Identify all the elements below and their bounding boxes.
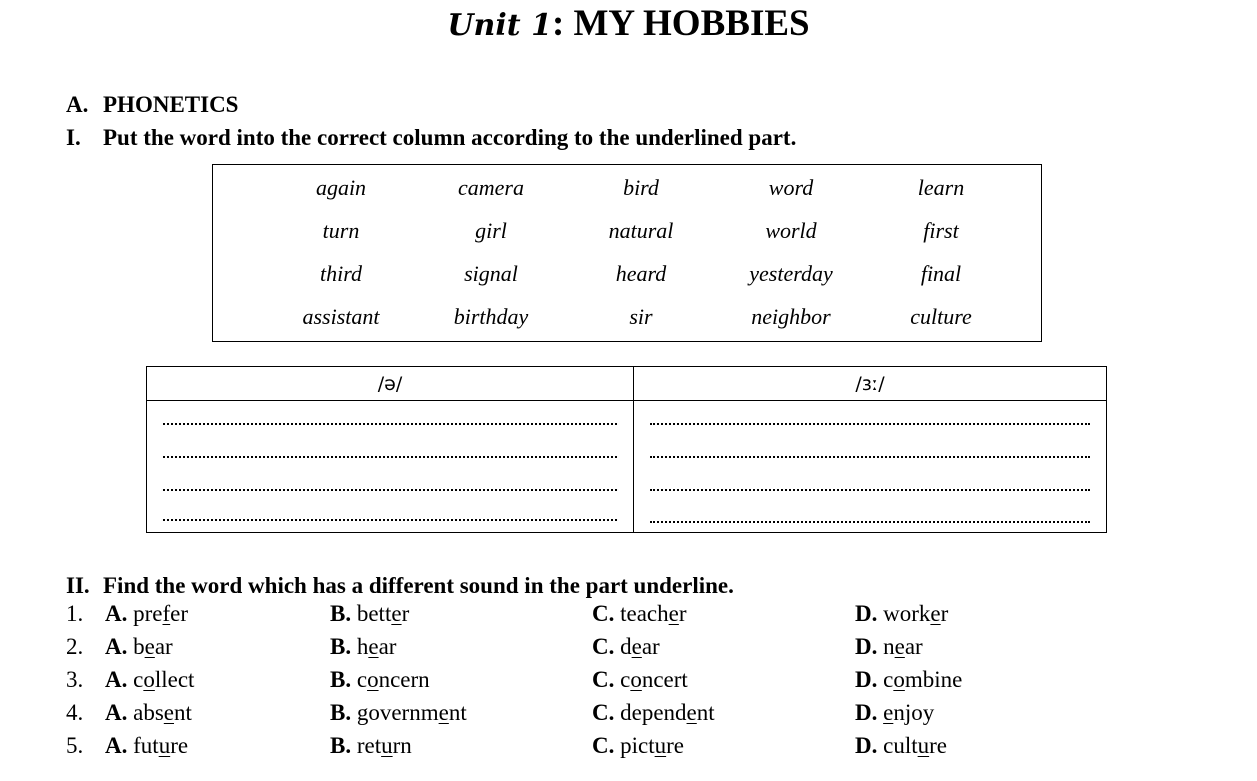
underlined-part: e: [930, 601, 941, 626]
word-item: assistant: [302, 304, 380, 329]
word-item: world: [765, 218, 817, 243]
part-2-num: II.: [66, 573, 90, 598]
underlined-part: u: [381, 733, 393, 758]
answer-option[interactable]: B. concern: [330, 667, 430, 692]
underlined-part: e: [144, 634, 155, 659]
word-item: camera: [458, 175, 524, 200]
option-letter: B.: [330, 700, 357, 725]
word-item: learn: [917, 175, 965, 200]
sound-table: [146, 366, 1107, 533]
answer-option[interactable]: A. collect: [105, 667, 195, 692]
answer-line: [650, 456, 1090, 458]
sound-col-1-answers[interactable]: [147, 401, 634, 533]
option-letter: C.: [592, 733, 621, 758]
answer-line: [163, 456, 617, 458]
word-item: signal: [464, 261, 518, 286]
option-letter: A.: [105, 667, 134, 692]
option-letter: D.: [855, 700, 884, 725]
page-title: [0, 2, 1257, 48]
answer-option[interactable]: A. future: [105, 733, 189, 758]
underlined-part: o: [893, 667, 905, 692]
question-number: 5.: [66, 733, 84, 758]
answer-option[interactable]: A. prefer: [105, 601, 189, 626]
answer-option[interactable]: B. hear: [330, 634, 397, 659]
answer-option[interactable]: B. better: [330, 601, 410, 626]
answer-line: [163, 519, 617, 521]
answer-option[interactable]: C. concert: [592, 667, 688, 692]
option-letter: B.: [330, 634, 357, 659]
answer-option[interactable]: C. teacher: [592, 601, 687, 626]
part-2-heading: [66, 572, 734, 600]
question-number: 1.: [66, 601, 84, 626]
word-item: yesterday: [749, 261, 833, 286]
section-a-text: PHONETICS: [103, 92, 239, 117]
answer-line: [650, 489, 1090, 491]
option-letter: D.: [855, 733, 884, 758]
answer-option[interactable]: C. dependent: [592, 700, 715, 725]
part-1-text: Put the word into the correct column according to the underlined part.: [103, 125, 797, 150]
underlined-part: e: [686, 700, 697, 725]
word-item: first: [923, 218, 959, 243]
option-letter: A.: [105, 700, 134, 725]
option-letter: A.: [105, 634, 134, 659]
word-item: girl: [475, 218, 507, 243]
underlined-part: u: [158, 733, 171, 758]
sound-col-2-header: /ɜː/: [634, 367, 1107, 401]
sound-col-2-answers[interactable]: [634, 401, 1107, 533]
question-number: 3.: [66, 667, 84, 692]
answer-option[interactable]: D. culture: [855, 733, 947, 758]
option-letter: A.: [105, 733, 134, 758]
answer-line: [650, 521, 1090, 523]
underlined-part: e: [163, 700, 175, 725]
word-item: word: [768, 175, 814, 200]
option-letter: B.: [330, 667, 357, 692]
option-letter: C.: [592, 634, 621, 659]
option-letter: C.: [592, 667, 621, 692]
answer-option[interactable]: B. return: [330, 733, 412, 758]
underlined-part: e: [883, 700, 894, 725]
underlined-part: e: [368, 634, 379, 659]
underlined-part: e: [438, 700, 449, 725]
underlined-part: e: [668, 601, 679, 626]
answer-option[interactable]: C. picture: [592, 733, 684, 758]
underlined-part: e: [894, 634, 905, 659]
answer-option[interactable]: D. combine: [855, 667, 963, 692]
answer-option[interactable]: D. enjoy: [855, 700, 935, 725]
word-item: turn: [322, 218, 360, 243]
word-item: heard: [615, 261, 667, 286]
option-letter: C.: [592, 700, 621, 725]
answer-option[interactable]: D. worker: [855, 601, 949, 626]
word-item: again: [315, 175, 367, 200]
underlined-part: e: [391, 601, 402, 626]
word-item: culture: [910, 304, 972, 329]
underlined-part: o: [367, 667, 379, 692]
answer-line: [650, 423, 1090, 425]
word-item: sir: [629, 304, 653, 329]
answer-option[interactable]: A. bear: [105, 634, 173, 659]
question-number: 2.: [66, 634, 84, 659]
part-1-heading: [66, 124, 796, 152]
option-letter: D.: [855, 667, 884, 692]
question-number: 4.: [66, 700, 84, 725]
unit-label: Unit 1: [447, 8, 552, 43]
word-item: third: [320, 261, 362, 286]
underlined-part: f: [162, 601, 171, 626]
section-a-heading: [66, 91, 238, 119]
word-item: bird: [623, 175, 659, 200]
word-item: birthday: [453, 304, 529, 329]
underlined-part: u: [654, 733, 667, 758]
underlined-part: o: [143, 667, 155, 692]
option-letter: B.: [330, 601, 357, 626]
option-letter: D.: [855, 634, 884, 659]
option-letter: D.: [855, 601, 884, 626]
underlined-part: o: [630, 667, 642, 692]
answer-option[interactable]: C. dear: [592, 634, 660, 659]
part-1-num: I.: [66, 125, 81, 150]
answer-option[interactable]: A. absent: [105, 700, 192, 725]
option-letter: A.: [105, 601, 134, 626]
underlined-part: e: [631, 634, 642, 659]
word-box: [212, 164, 1042, 342]
answer-option[interactable]: B. government: [330, 700, 467, 725]
part-2-text: Find the word which has a different sound in the part underline.: [103, 573, 734, 598]
option-letter: B.: [330, 733, 357, 758]
answer-line: [163, 423, 617, 425]
title-text: : MY HOBBIES: [551, 3, 810, 44]
answer-option[interactable]: D. near: [855, 634, 923, 659]
underlined-part: u: [917, 733, 930, 758]
section-a-label: A.: [66, 92, 89, 117]
sound-col-1-header: /ə/: [147, 367, 634, 401]
word-item: neighbor: [751, 304, 831, 329]
word-item: natural: [608, 218, 674, 243]
word-item: final: [920, 261, 962, 286]
answer-line: [163, 489, 617, 491]
option-letter: C.: [592, 601, 621, 626]
